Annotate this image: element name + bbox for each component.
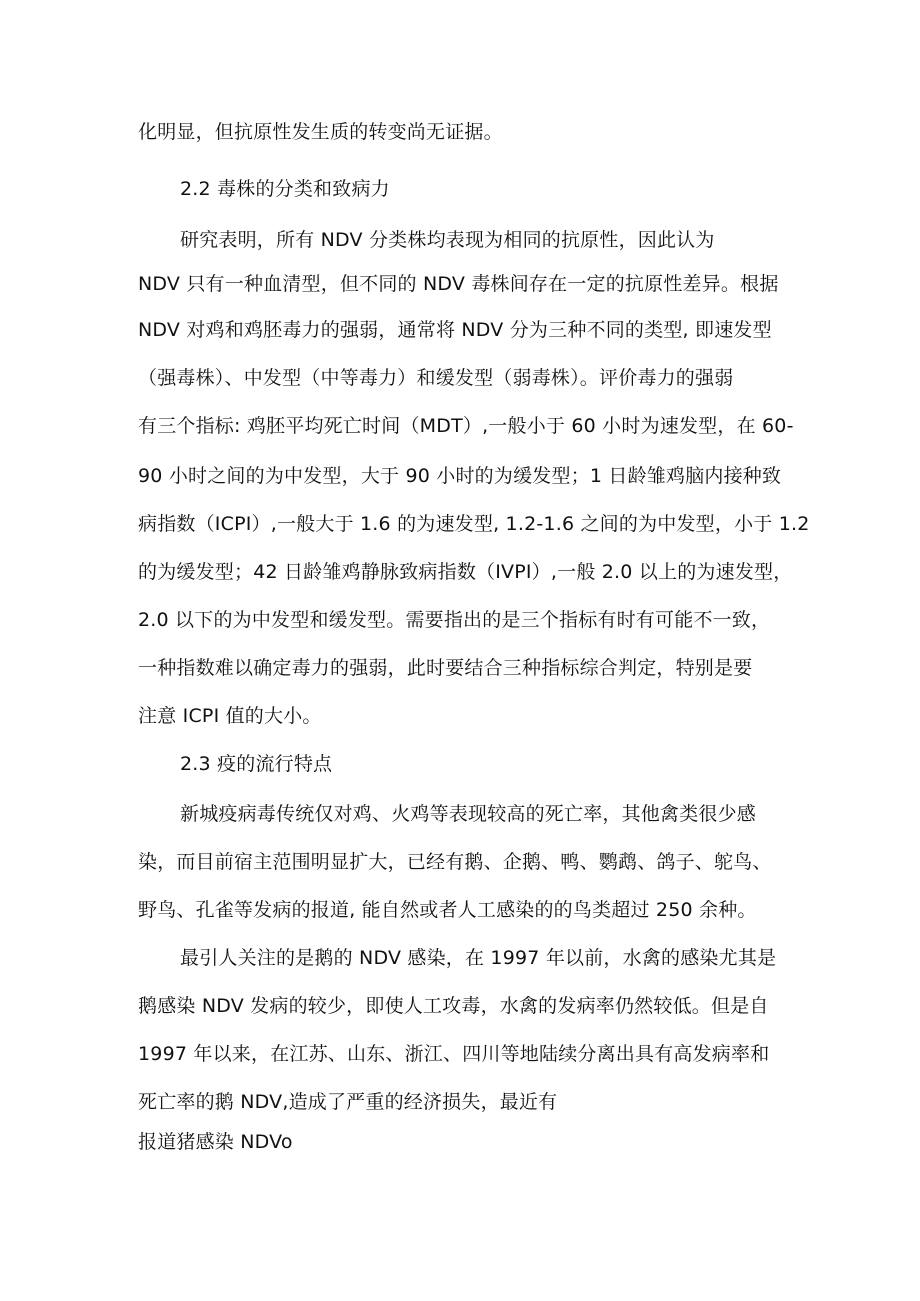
- paragraph-line: 新城疫病毒传统仅对鸡、火鸡等表现较高的死亡率，其他禽类很少感: [180, 803, 757, 825]
- paragraph-line: 死亡率的鹅 NDV,造成了严重的经济损失，最近有: [138, 1091, 558, 1113]
- paragraph-line: 研究表明，所有 NDV 分类株均表现为相同的抗原性，因此认为: [180, 229, 715, 251]
- paragraph-line: 90 小时之间的为中发型，大于 90 小时的为缓发型；1 日龄雏鸡脑内接种致: [138, 465, 782, 487]
- paragraph-line: 注意 ICPI 值的大小。: [138, 705, 322, 727]
- paragraph-line: 报道猪感染 NDVo: [138, 1131, 293, 1153]
- paragraph-line: 最引人关注的是鹅的 NDV 感染，在 1997 年以前，水禽的感染尤其是: [180, 947, 777, 969]
- paragraph-continuation-line: 化明显，但抗原性发生质的转变尚无证据。: [138, 121, 503, 143]
- paragraph-line: 1997 年以来，在江苏、山东、浙江、四川等地陆续分离出具有高发病率和: [138, 1043, 770, 1065]
- paragraph-line: 野鸟、孔雀等发病的报道, 能自然或者人工感染的的鸟类超过 250 余种。: [138, 899, 757, 921]
- paragraph-line: 染，而目前宿主范围明显扩大，已经有鹅、企鹅、鸭、鹦鹉、鸽子、鸵鸟、: [138, 851, 772, 873]
- paragraph-line: （强毒株）、中发型（中等毒力）和缓发型（弱毒株）。评价毒力的强弱: [138, 367, 734, 389]
- paragraph-line: 的为缓发型；42 日龄雏鸡静脉致病指数（IVPI）,一般 2.0 以上的为速发型，: [138, 561, 793, 583]
- paragraph-line: NDV 对鸡和鸡胚毒力的强弱，通常将 NDV 分为三种不同的类型, 即速发型: [138, 319, 772, 341]
- paragraph-line: 有三个指标: 鸡胚平均死亡时间（MDT）,一般小于 60 小时为速发型，在 60-: [138, 415, 794, 437]
- paragraph-line: 一种指数难以确定毒力的强弱，此时要结合三种指标综合判定，特别是要: [138, 657, 753, 679]
- section-heading-2-3: 2.3 疫的流行特点: [180, 753, 333, 775]
- paragraph-line: NDV 只有一种血清型，但不同的 NDV 毒株间存在一定的抗原性差异。根据: [138, 273, 779, 295]
- paragraph-line: 病指数（ICPI）,一般大于 1.6 的为速发型, 1.2-1.6 之间的为中发型，小于 1.2: [138, 513, 810, 535]
- section-heading-2-2: 2.2 毒株的分类和致病力: [180, 178, 390, 200]
- paragraph-line: 2.0 以下的为中发型和缓发型。需要指出的是三个指标有时有可能不一致，: [138, 609, 771, 631]
- paragraph-line: 鹅感染 NDV 发病的较少，即使人工攻毒，水禽的发病率仍然较低。但是自: [138, 995, 769, 1017]
